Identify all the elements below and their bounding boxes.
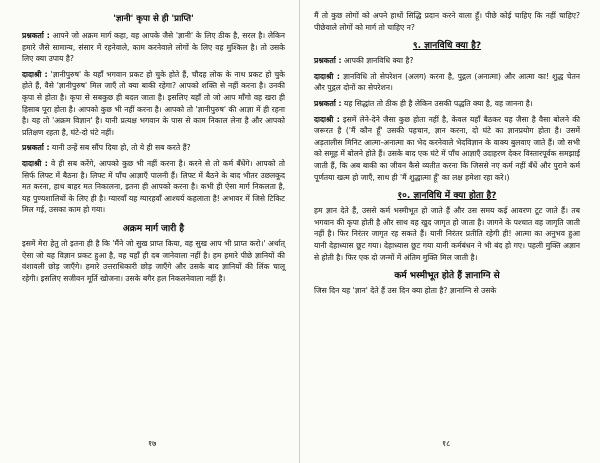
paragraph: इसमें मेरा हेतु तो इतना ही है कि 'मैंने जो सुख प्राप्त किया, वह सुख आप भी प्राप्त करो।' अर्थात् ऐसा जो यह विज्ञान प्रकट हुआ है, वह यहाँ ही दब जानेवाला नहीं है। हम हमारे पीछे ज्ञानियों की वंशावली छोड़ जाएँगे। हमारे उत्तराधिकारी छोड़ जाएँगे और उसके बाद ज्ञानियों की लिंक चालू रहेगी। इसलिए सजीवन मूर्ति खोजना। उसके बगैर हल निकलनेवाला नहीं है। xyxy=(22,238,285,283)
speaker-label: दादाश्री : xyxy=(314,71,340,81)
right-page xyxy=(300,0,600,463)
paragraph: मैं तो कुछ लोगों को अपने हाथों सिद्धि प्रदान करने वाला हूँ। पीछे कोई चाहिए कि नहीं चाहिए? पीछेवाले लोगों को मार्ग तो चाहिए न? xyxy=(314,11,580,32)
paragraph-text: इसमें लेने-देने जैसा कुछ होता नहीं है, केवल यहाँ बैठकर यह जैसा है वैसा बोलने की जरूरत है ('मैं कौन हूँ' उसकी पहचान, ज्ञान करना, दो घंटे का ज्ञानप्रयोग होता है। उसमें अड़तालीस मिनिट आत्मा-अनात्मा का भेद करनेवाले भेदविज्ञान के वाक्य बुलवाए जाते हैं। जो सभी को समूह में बोलने होते हैं। उसके बाद एक घंटे में पाँच आज्ञाएँ उदाहरण देकर विस्तारपूर्वक समझाई जाती हैं, कि अब बाकी का जीवन कैसे व्यतीत करना कि जिससे नए कर्म नहीं बँधें और पुराने कर्म पूर्णतया खत्म हो जाएँ, साथ ही 'मैं शुद्धात्मा हूँ' का लक्ष हमेशा रहा करे।) xyxy=(314,114,580,182)
paragraph-text: आपकी ज्ञानविधि क्या है? xyxy=(343,56,414,66)
speaker-label: प्रश्नकर्ता : xyxy=(314,56,342,66)
paragraph: जिस दिन यह 'ज्ञान' देते हैं उस दिन क्या होता है? ज्ञानाग्नि से उसके xyxy=(314,286,497,296)
paragraph xyxy=(22,30,285,65)
speaker-label: प्रश्नकर्ता : xyxy=(314,98,342,108)
paragraph: हम ज्ञान देते हैं, उससे कर्म भस्मीभूत हो जाते हैं और उस समय कई आवरण टूट जाते हैं। तब भगवान की कृपा होती है और साथ वह खुद जागृत हो जाता है। जागने के पश्चात वह जागृति जाती नहीं है। फिर निरंतर जागृत रह सकते हैं। यानी निरंतर प्रतीति रहेगी ही! आत्मा का अनुभव हुआ यानी देहाध्यास छूट गया। देहाध्यास छूट गया यानी कर्मबंधन ने भी बंद हो गए। पहली मुक्ति अज्ञान से होती है। फिर एक दो जन्मों में अंतिम मुक्ति मिल जाती है। xyxy=(314,206,580,262)
paragraph xyxy=(22,158,285,216)
page-number: १७ xyxy=(148,439,157,448)
paragraph-text: आपने जो अक्रम मार्ग कहा, वह आपके जैसे 'ज्ञानी' के लिए ठीक है, सरल है। लेकिन हमारे जैसे सामान्य, संसार में रहनेवाले, काम करनेवाले लोगों के लिए वह मुश्किल है। तो उसके लिए क्या उपाय है? xyxy=(22,31,286,64)
speaker-label: प्रश्नकर्ता : xyxy=(22,143,50,153)
paragraph-text: यह सिद्धांत तो ठीक ही है लेकिन उसकी पद्धति क्या है, वह जानना है। xyxy=(343,98,533,108)
paragraph-text: वे ही सब करेंगे, आपको कुछ भी नहीं करना है। करने से तो कर्म बँधेंगे। आपको तो सिर्फ लिफ्ट में बैठना है। लिफ्ट में पाँच आज्ञाएँ पालनी हैं। लिफ्ट में बैठने के बाद भीतर उछलकूद मत करना, हाथ बाहर मत निकालना, इतना ही आपको करना है। कभी ही ऐसा मार्ग निकलता है, यह पुण्यशालियों के लिए ही है। ग्यारवाँ यह ग्यारहवाँ आश्चर्य कहलाता है! अभावर में जिसे टिकिट मिल गई, उसका काम हो गया। xyxy=(22,158,286,215)
paragraph xyxy=(22,69,285,139)
section-title: 'ज्ञानी' कृपा से ही 'प्राप्ति' xyxy=(113,14,194,24)
speaker-label: प्रश्नकर्ता : xyxy=(22,31,50,40)
chapter-heading: १०. ज्ञानविधि में क्या होता है? xyxy=(397,191,497,202)
paragraph-text: 'ज्ञानीपुरुष' के यहाँ भगवान प्रकट हो चुके होते हैं, चौदह लोक के नाथ प्रकट हो चुके होते हैं, वैसे 'ज्ञानीपुरुष' मिल जाएँ तो क्या बाकी रहेगा? आपको शक्ति से नहीं करना है। उनकी कृपा से होता है। कृपा से सबकुछ ही बदल जाता है। इसलिए यहाँ तो जो आप माँगो वह खरा ही हिसाब पूरा होता है। आपको कुछ भी नहीं करना है। आपको तो 'ज्ञानीपुरुष' की आज्ञा में ही रहना है। यह तो 'अक्रम विज्ञान' है। यानी प्रत्यक्ष भगवान के पास से काम निकाल लेना है और आपको प्रतिक्षण रहता है, घंटे-दो घंटे नहीं। xyxy=(22,69,285,137)
paragraph xyxy=(314,55,580,67)
paragraph-text: ज्ञानविधि तो सेपरेशन (अलग) करना है, पुद्गल (अनात्मा) और आत्मा का! शुद्ध चेतन और पुद्गल दोनों का सेपरेशन। xyxy=(314,71,580,93)
subheading: अक्रम मार्ग जारी है xyxy=(122,223,185,234)
speaker-label: दादाश्री : xyxy=(314,114,340,124)
subheading: कर्म भस्मीभूत होते हैं ज्ञानाग्नि से xyxy=(394,271,500,282)
speaker-label: दादाश्री : xyxy=(22,158,48,168)
paragraph xyxy=(314,71,580,94)
chapter-heading: ९. ज्ञानविधि क्या है? xyxy=(412,41,482,52)
paragraph xyxy=(314,114,580,184)
paragraph xyxy=(314,98,580,110)
speaker-label: दादाश्री : xyxy=(22,69,48,79)
page-number: १८ xyxy=(442,439,451,448)
paragraph-text: यानी उन्हें सब सौंप दिया हो, तो ये ही सब करते हैं? xyxy=(51,143,191,153)
paragraph xyxy=(22,142,285,154)
